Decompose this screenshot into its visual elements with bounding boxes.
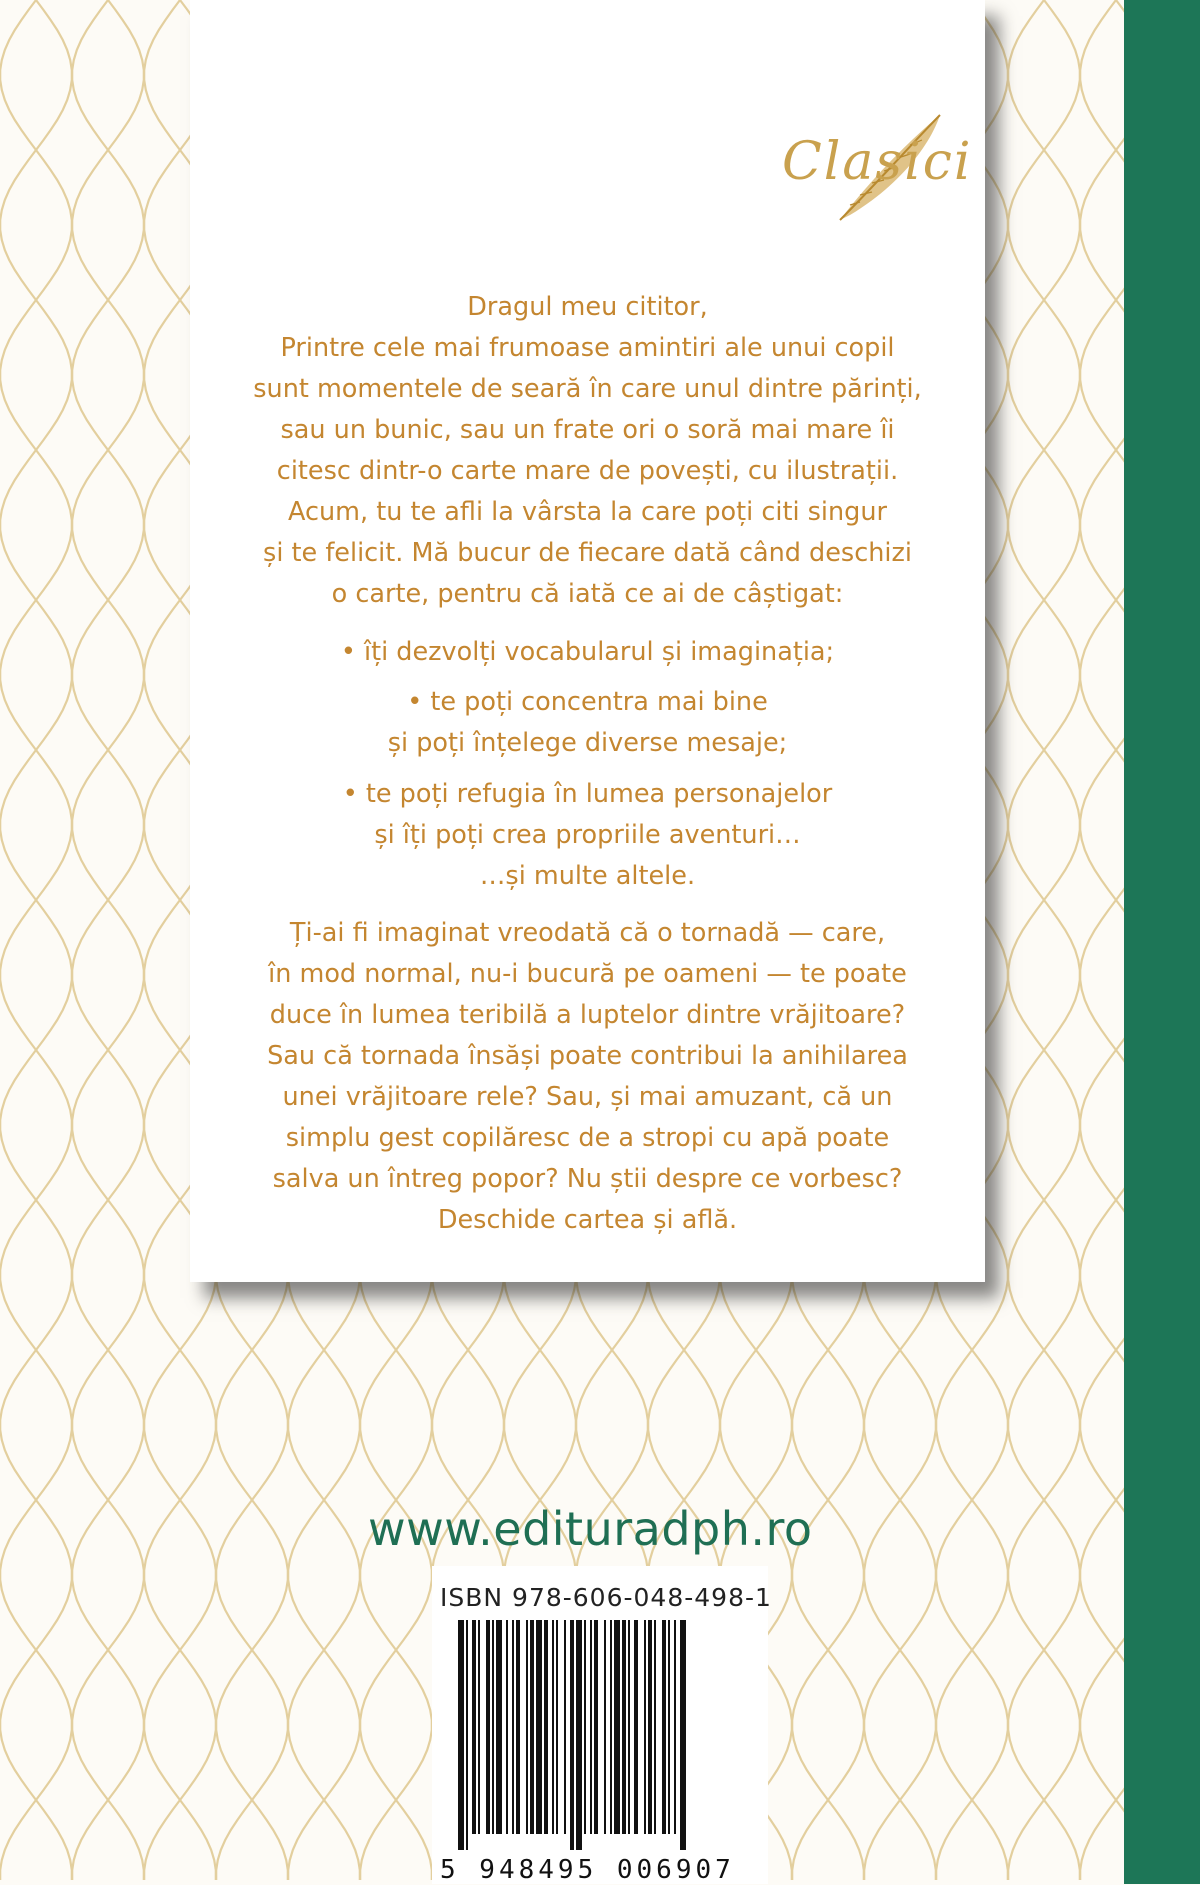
green-spine-strip — [1124, 0, 1200, 1884]
benefit-line: • te poți concentra mai bine — [407, 687, 768, 717]
barcode-bar — [472, 1620, 476, 1834]
barcode-bar — [648, 1620, 652, 1834]
barcode-bar — [492, 1620, 494, 1834]
intro-line: Acum, tu te afli la vârsta la care poți citi singur — [287, 497, 887, 527]
barcode-bar — [610, 1620, 612, 1834]
barcode-bar — [544, 1620, 548, 1834]
intro-line: sunt momentele de seară în care unul dintre părinți, — [253, 374, 922, 404]
blurb-line: unei vrăjitoare rele? Sau, și mai amuzant, că un — [282, 1082, 893, 1112]
intro-line: Dragul meu cititor, — [467, 292, 708, 322]
barcode-bar — [622, 1620, 626, 1834]
barcode-bar — [496, 1620, 502, 1834]
intro-line: Printre cele mai frumoase amintiri ale unui copil — [280, 333, 895, 363]
benefit-line: • îți dezvolți vocabularul și imaginația; — [340, 637, 835, 667]
barcode-bar — [584, 1620, 586, 1834]
barcode-bar — [536, 1620, 542, 1834]
barcode-bar — [552, 1620, 554, 1834]
blurb-line: Sau că tornada însăși poate contribui la anihilarea — [267, 1041, 908, 1071]
benefit-line: …și multe altele. — [479, 861, 696, 891]
benefit-line: și poți înțelege diverse mesaje; — [387, 728, 788, 758]
barcode-bar — [594, 1620, 598, 1834]
barcode-bar — [634, 1620, 638, 1834]
blurb-line: salva un întreg popor? Nu știi despre ce vorbesc? — [272, 1164, 903, 1194]
benefit-item — [190, 774, 985, 897]
isbn-label: ISBN 978-606-048-498-1 — [440, 1583, 772, 1612]
benefit-item — [190, 682, 985, 764]
barcode-bar — [512, 1620, 514, 1834]
intro-line: și te felicit. Mă bucur de fiecare dată când deschizi — [263, 538, 912, 568]
barcode-bar — [628, 1620, 630, 1834]
intro-line: sau un bunic, sau un frate ori o soră mai mare îi — [280, 415, 895, 445]
barcode-bar — [668, 1620, 670, 1834]
barcode-bar — [654, 1620, 656, 1834]
barcode-bar — [680, 1620, 686, 1850]
blurb-line: Deschide cartea și află. — [437, 1205, 738, 1235]
barcode-bar — [564, 1620, 566, 1834]
intro-paragraph — [190, 287, 985, 615]
barcode-icon — [458, 1620, 758, 1850]
blurb-paragraph — [190, 913, 985, 1241]
barcode-bar — [614, 1620, 620, 1834]
blurb-line: duce în lumea teribilă a luptelor dintre vrăjitoare? — [269, 1000, 906, 1030]
barcode-bar — [506, 1620, 508, 1834]
barcode-bar — [486, 1620, 490, 1834]
barcode-bar — [576, 1620, 582, 1850]
publisher-website-link[interactable]: www.edituradph.ro — [368, 1502, 813, 1556]
blurb-line: în mod normal, nu-i bucură pe oameni — te poate — [268, 959, 907, 989]
intro-line: citesc dintr-o carte mare de povești, cu ilustrații. — [276, 456, 899, 486]
barcode-bar — [516, 1620, 520, 1834]
barcode-bar — [662, 1620, 666, 1834]
barcode-bar — [604, 1620, 606, 1834]
benefit-line: • te poți refugia în lumea personajelor — [342, 779, 833, 809]
collection-logo-text: Clasici — [782, 132, 973, 192]
intro-line: o carte, pentru că iată ce ai de câștigat: — [331, 579, 844, 609]
benefit-item — [190, 632, 985, 673]
ean-digits: 5 948495 006907 — [440, 1855, 735, 1885]
barcode-bar — [644, 1620, 646, 1834]
blurb-line: simplu gest copilăresc de a stropi cu apă poate — [285, 1123, 890, 1153]
barcode-bar — [556, 1620, 558, 1834]
barcode-bar — [590, 1620, 592, 1834]
blurb-line: Ți-ai fi imaginat vreodată că o tornadă — care, — [289, 918, 886, 948]
barcode-bar — [526, 1620, 528, 1834]
barcode-bar — [530, 1620, 534, 1834]
benefit-line: și îți poți crea propriile aventuri… — [374, 820, 801, 850]
barcode-bar — [458, 1620, 464, 1850]
barcode-bar — [466, 1620, 468, 1850]
barcode-bar — [674, 1620, 676, 1834]
barcode-bar — [478, 1620, 480, 1834]
barcode-bar — [570, 1620, 574, 1850]
